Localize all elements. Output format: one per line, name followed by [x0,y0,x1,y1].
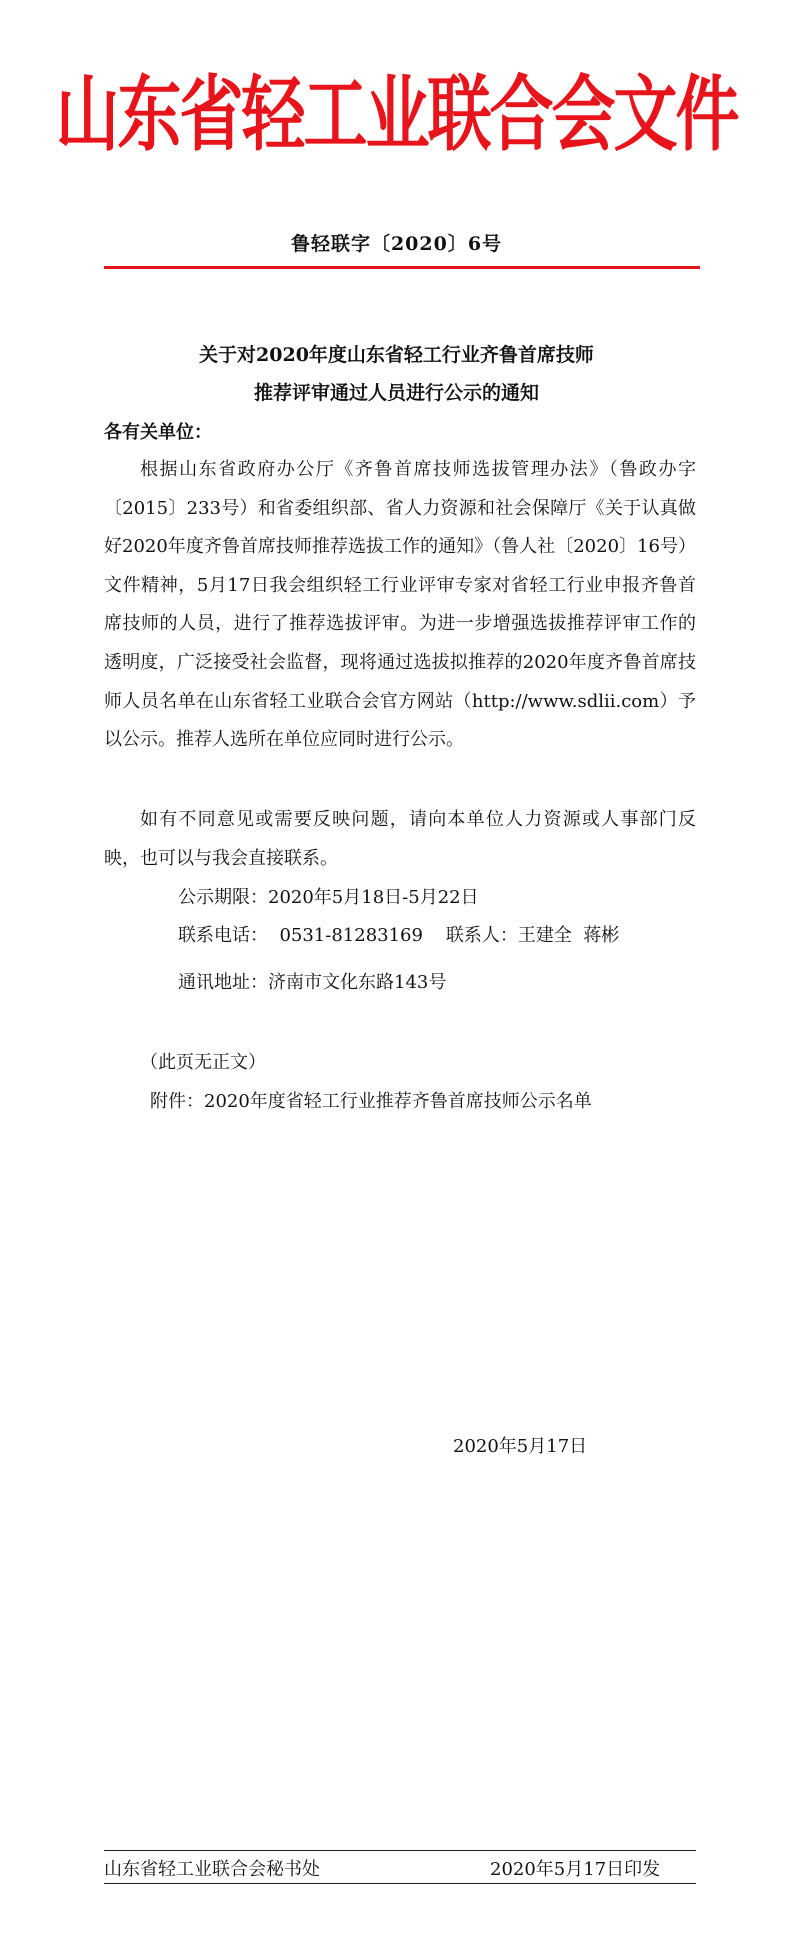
no-text-note: （此页无正文） [140,1052,266,1073]
notice-title-line-1: 关于对2020年度山东省轻工行业齐鲁首席技师 [199,344,594,366]
attachment-line: 附件：2020年度省轻工行业推荐齐鲁首席技师公示名单 [150,1091,592,1112]
contact-phone: 联系电话： 0531-81283169 联系人：王建全 蒋彬 [178,925,620,946]
notice-title-line-2: 推荐评审通过人员进行公示的通知 [253,382,539,404]
mailing-address: 通讯地址：济南市文化东路143号 [178,972,447,993]
footer-bottom-rule [104,1883,696,1884]
footer-top-rule [104,1850,696,1851]
signature-date: 2020年5月17日 [453,1436,588,1457]
body-paragraph-1: 根据山东省政府办公厅《齐鲁首席技师选拔管理办法》（鲁政办字〔2015〕233号）和省委组织部、省人力资源和社会保障厅《关于认真做好2020年度齐鲁首席技师推荐选拔工作的通知》（鲁人社〔2020〕16号）文件精神，5月17日我会组织轻工行业评审专家对省轻工行业申报齐鲁首席技师的人员，进行了推荐选拔评审。为进一步增强选拔推荐评审工作的透明度，广泛接受社会监督，现将通过选拔拟推荐的2020年度齐鲁首席技师人员名单在山东省轻工业联合会官方网站（http://www.sdlii.com）予以公示。推荐人选所在单位应同时进行公示。 [104,459,696,751]
red-divider [104,266,700,269]
body-paragraph-2: 如有不同意见或需要反映问题，请向本单位人力资源或人事部门反映，也可以与我会直接联系。 [104,809,696,869]
footer-print-date: 2020年5月17日印发 [490,1859,661,1880]
footer-issuer: 山东省轻工业联合会秘书处 [104,1859,320,1880]
masthead-title: 山东省轻工业联合会文件 [55,68,738,163]
publicity-period: 公示期限：2020年5月18日-5月22日 [178,887,479,908]
salutation: 各有关单位： [104,422,212,443]
document-number: 鲁轻联字〔2020〕6号 [290,233,503,255]
